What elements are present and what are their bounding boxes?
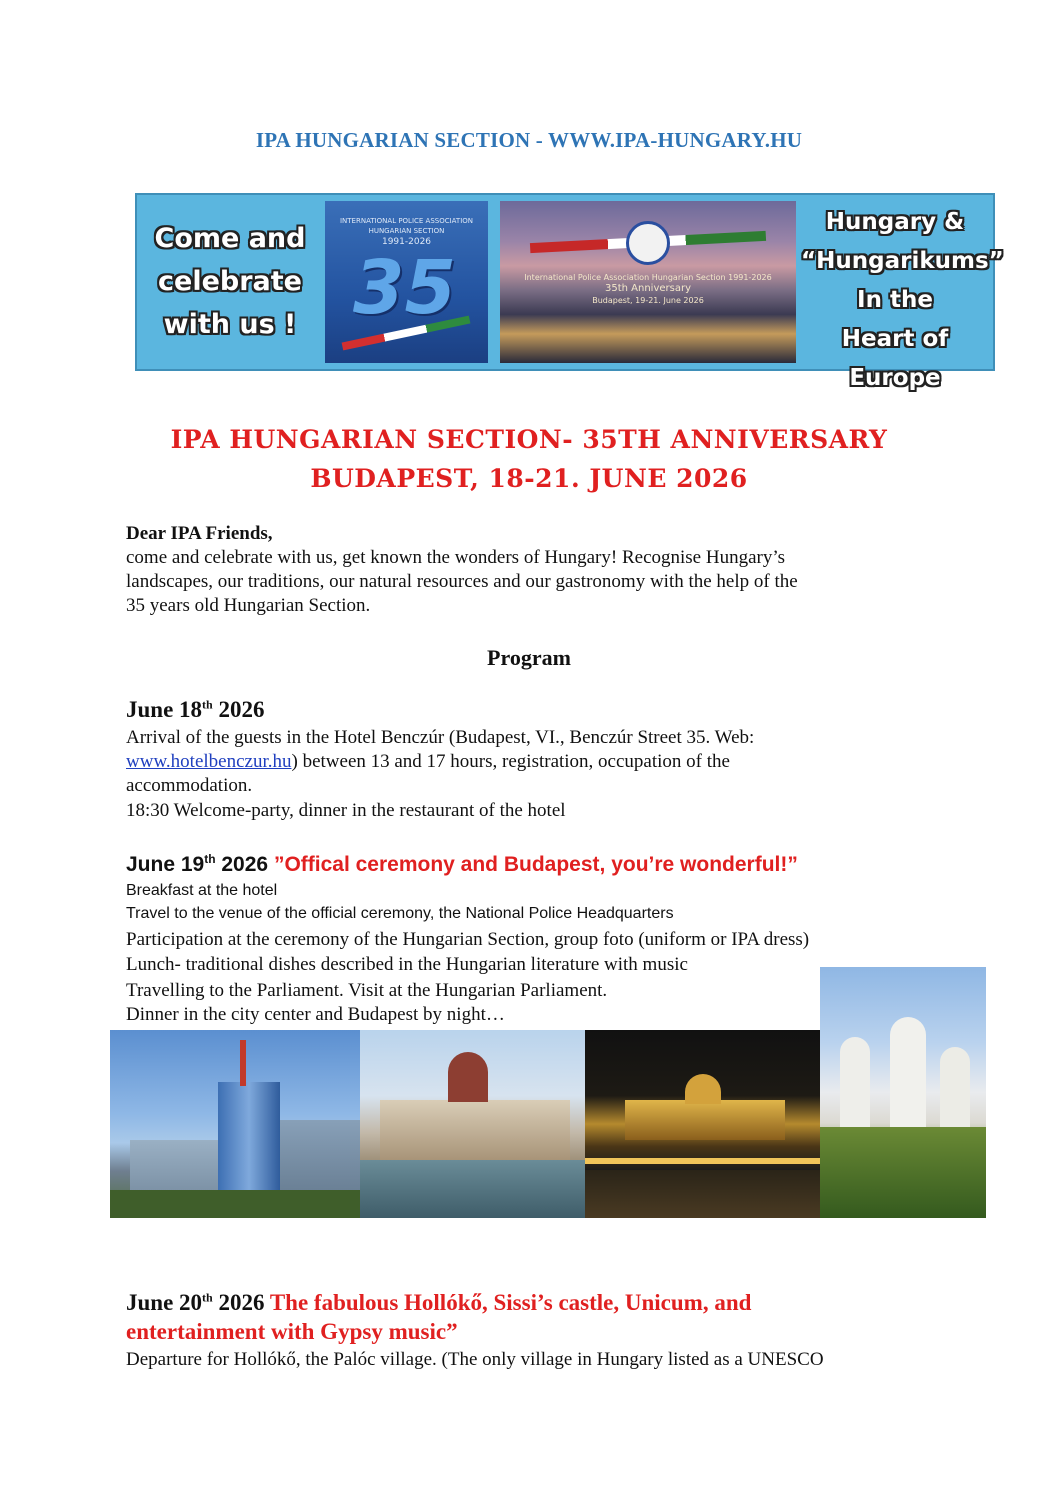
fishermans-bastion-photo [820,967,986,1218]
day-date-suffix: th [202,1290,213,1305]
day-date: June 19 [126,853,205,876]
city-caption-line: International Police Association Hungarian Section 1991-2026 [524,273,772,282]
banner-right-line: Hungary & [825,209,965,235]
day18-line: 18:30 Welcome-party, dinner in the restaurant of the hotel [126,800,566,821]
event-title: IPA HUNGARIAN SECTION- 35TH ANNIVERSARY [170,425,888,454]
logo-section-name: HUNGARIAN SECTION [368,227,445,235]
banner-right-line: “Hungarikums” [801,248,1004,274]
event-date: BUDAPEST, 18-21. JUNE 2026 [310,464,748,493]
parliament-photo [360,1030,585,1218]
police-headquarters-photo [110,1030,360,1218]
banner-left-text [145,217,315,346]
day18-heading [126,697,264,723]
logo-years: 1991-2026 [381,237,432,247]
day20-title-cont: entertainment with Gypsy music” [126,1319,458,1344]
greeting: Dear IPA Friends, [126,523,273,544]
banner-right-line: In the [857,287,933,313]
intro-line: 35 years old Hungarian Section. [126,595,371,616]
logo-org-name: INTERNATIONAL POLICE ASSOCIATION [339,217,474,225]
day19-title: ”Offical ceremony and Budapest, you’re wonderful!” [273,853,798,876]
logo-number: 35 [353,245,456,331]
banner-right-text [801,203,1004,398]
day19-heading [126,852,798,877]
budapest-banner-photo [500,201,796,363]
day18-line: accommodation. [126,775,253,796]
anniversary-logo [325,201,488,363]
day19-line: Travelling to the Parliament. Visit at the Hungarian Parliament. [126,980,608,1001]
day18-line [126,750,730,773]
ipa-emblem-icon [626,221,670,265]
day20-title: The fabulous Hollókő, Sissi’s castle, Unicum, and [269,1290,752,1315]
day20-line: Departure for Hollókő, the Palóc village. (The only village in Hungary listed as a UNESCO [126,1349,824,1370]
day18-line: Arrival of the guests in the Hotel Benczúr (Budapest, VI., Benczúr Street 35. Web: [126,727,755,748]
day19-line: Lunch- traditional dishes described in the Hungarian literature with music [126,954,688,975]
day-year: 2026 [212,1290,270,1315]
buda-castle-night-photo [585,1030,820,1218]
city-caption-line: 35th Anniversary [604,283,691,294]
page-title: IPA HUNGARIAN SECTION - WWW.IPA-HUNGARY.HU [255,128,803,152]
banner-right-line: Heart of Europe [841,326,949,391]
banner-left-line: with us ! [163,309,297,340]
banner-left-line: Come and [154,223,306,254]
intro-line: come and celebrate with us, get known the wonders of Hungary! Recognise Hungary’s [126,547,786,568]
day-date: June 18 [126,697,203,722]
day19-line: Breakfast at the hotel [126,882,278,899]
hotel-link[interactable]: www.hotelbenczur.hu [126,751,292,772]
day19-line: Travel to the venue of the official ceremony, the National Police Headquarters [126,905,674,922]
day-year: 2026 [212,697,265,722]
day18-line-rest: ) between 13 and 17 hours, registration, occupation of the [291,751,730,772]
banner [135,193,1004,391]
day-year: 2026 [215,853,274,876]
program-heading: Program [487,645,571,670]
day19-line: Participation at the ceremony of the Hungarian Section, group foto (uniform or IPA dress) [126,929,810,950]
city-caption-line: Budapest, 19-21. June 2026 [592,296,704,305]
day20-heading [126,1290,751,1316]
day-date-suffix: th [202,697,213,712]
intro-line: landscapes, our traditions, our natural resources and our gastronomy with the help of the [126,571,798,592]
day19-line: Dinner in the city center and Budapest by night… [126,1004,505,1025]
day-date: June 20 [126,1290,203,1315]
day-date-suffix: th [204,852,216,866]
banner-left-line: celebrate [158,266,302,297]
